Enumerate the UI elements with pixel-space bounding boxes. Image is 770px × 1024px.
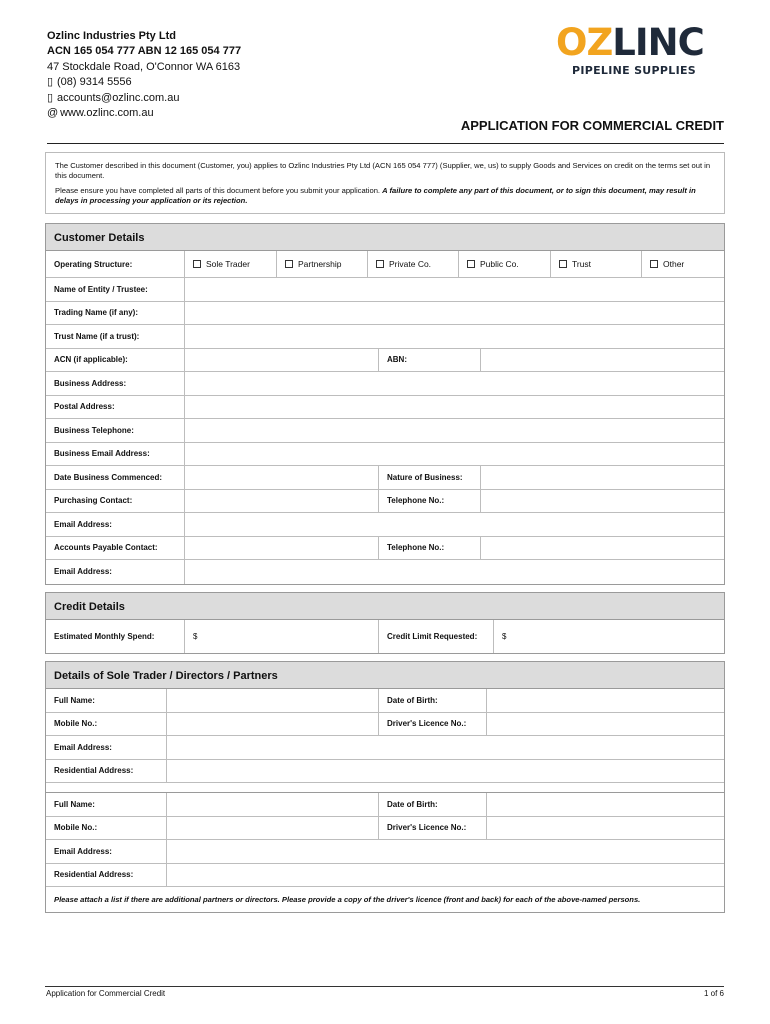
logo-tagline: PIPELINE SUPPLIES — [572, 64, 696, 77]
checkbox-icon[interactable] — [467, 260, 475, 268]
director2-email-row — [46, 840, 724, 864]
credit-details-heading: Credit Details — [46, 593, 724, 620]
mobile-label: Mobile No.: — [46, 817, 167, 840]
acn-abn-row — [46, 349, 724, 373]
email-icon: ▯ — [47, 91, 54, 104]
director1-residential-row — [46, 760, 724, 784]
abn-label: ABN: — [379, 349, 481, 372]
director1-mobile-row — [46, 713, 724, 737]
note-row — [46, 887, 724, 912]
residential-label: Residential Address: — [46, 864, 167, 887]
option-partnership[interactable]: Partnership — [277, 251, 368, 277]
purchasing-label: Purchasing Contact: — [46, 490, 185, 513]
director1-name-row — [46, 689, 724, 713]
purchasing-telephone-label: Telephone No.: — [379, 490, 481, 513]
business-address-label: Business Address: — [46, 372, 185, 395]
entity-label: Name of Entity / Trustee: — [46, 278, 185, 301]
dob-label: Date of Birth: — [379, 793, 487, 816]
nature-field[interactable] — [481, 466, 724, 489]
commenced-label: Date Business Commenced: — [46, 466, 185, 489]
business-phone-row — [46, 419, 724, 443]
full-name-label: Full Name: — [46, 793, 167, 816]
company-email[interactable]: accounts@ozlinc.com.au — [57, 91, 180, 104]
trust-label: Trust Name (if a trust): — [46, 325, 185, 348]
page-number: 1 of 6 — [703, 989, 724, 998]
checkbox-icon[interactable] — [193, 260, 201, 268]
company-details — [47, 29, 241, 121]
customer-details-section — [45, 223, 725, 585]
purchasing-row — [46, 490, 724, 514]
option-trust[interactable]: Trust — [551, 251, 642, 277]
intro-box — [45, 152, 725, 214]
trading-field[interactable] — [185, 302, 724, 325]
email-field[interactable] — [167, 840, 724, 863]
page-title: APPLICATION FOR COMMERCIAL CREDIT — [460, 118, 724, 133]
business-address-row — [46, 372, 724, 396]
monthly-spend-label: Estimated Monthly Spend: — [46, 620, 185, 653]
ozlinc-logo — [556, 22, 726, 80]
directors-section — [45, 661, 725, 913]
company-phone-line — [47, 75, 241, 90]
monthly-spend-field[interactable]: $ — [185, 620, 379, 653]
ap-email-row — [46, 560, 724, 584]
trust-field[interactable] — [185, 325, 724, 348]
checkbox-icon[interactable] — [285, 260, 293, 268]
director1-email-row — [46, 736, 724, 760]
attachment-note: Please attach a list if there are additional partners or directors. Please provide a copy of the driver's licence (front and back) for each of the above-named persons. — [54, 895, 641, 904]
mobile-label: Mobile No.: — [46, 713, 167, 736]
intro-paragraph-2: Please ensure you have completed all parts of this document before you submit your application. A failure to complete any part of this document, or to sign this document, may result in delays in processing your application or its rejection. — [55, 186, 696, 205]
ap-email-label: Email Address: — [46, 560, 185, 584]
company-address: 47 Stockdale Road, O'Connor WA 6163 — [47, 60, 241, 73]
operating-structure-label: Operating Structure: — [46, 251, 185, 277]
operating-structure-row — [46, 251, 724, 278]
purchasing-email-label: Email Address: — [46, 513, 185, 536]
company-email-line — [47, 91, 241, 106]
ap-telephone-label: Telephone No.: — [379, 537, 481, 560]
ap-contact-row — [46, 537, 724, 561]
entity-field[interactable] — [185, 278, 724, 301]
purchasing-email-field[interactable] — [185, 513, 724, 536]
ap-contact-label: Accounts Payable Contact: — [46, 537, 185, 560]
director2-mobile-row — [46, 817, 724, 841]
nature-label: Nature of Business: — [379, 466, 481, 489]
business-address-field[interactable] — [185, 372, 724, 395]
purchasing-email-row — [46, 513, 724, 537]
trading-row — [46, 302, 724, 326]
company-web[interactable]: www.ozlinc.com.au — [60, 107, 154, 120]
directors-heading: Details of Sole Trader / Directors / Partners — [46, 662, 724, 689]
residential-field[interactable] — [167, 864, 724, 887]
commenced-row — [46, 466, 724, 490]
credit-limit-field[interactable]: $ — [502, 632, 507, 641]
footer-divider — [45, 986, 724, 987]
trust-row — [46, 325, 724, 349]
company-web-line — [47, 106, 241, 121]
email-label: Email Address: — [46, 736, 167, 759]
full-name-label: Full Name: — [46, 689, 167, 712]
credit-details-section — [45, 592, 725, 654]
header-divider — [47, 143, 724, 144]
option-public-co[interactable]: Public Co. — [459, 251, 551, 277]
business-email-row — [46, 443, 724, 467]
checkbox-icon[interactable] — [376, 260, 384, 268]
business-email-field[interactable] — [185, 443, 724, 466]
dob-field[interactable] — [487, 689, 724, 712]
licence-label: Driver's Licence No.: — [379, 817, 487, 840]
commenced-field[interactable] — [185, 466, 379, 489]
business-email-label: Business Email Address: — [46, 443, 185, 466]
business-phone-label: Business Telephone: — [46, 419, 185, 442]
business-phone-field[interactable] — [185, 419, 724, 442]
postal-address-field[interactable] — [185, 396, 724, 419]
ap-email-field[interactable] — [185, 560, 724, 584]
trading-label: Trading Name (if any): — [46, 302, 185, 325]
intro-paragraph-1: The Customer described in this document (Customer, you) applies to Ozlinc Industries Pty Ltd (ACN 165 054 777) (Supplier, we, us) to supply Goods and Services on credit on the terms set out in this document. — [55, 161, 711, 180]
option-sole-trader[interactable]: Sole Trader — [185, 251, 277, 277]
full-name-field[interactable] — [167, 689, 379, 712]
purchasing-field[interactable] — [185, 490, 379, 513]
ap-telephone-field[interactable] — [481, 537, 724, 560]
option-other[interactable]: Other — [642, 251, 724, 277]
checkbox-icon[interactable] — [650, 260, 658, 268]
credit-limit-label: Credit Limit Requested: — [379, 620, 494, 653]
credit-row — [46, 620, 724, 653]
checkbox-icon[interactable] — [559, 260, 567, 268]
postal-address-label: Postal Address: — [46, 396, 185, 419]
mobile-field[interactable] — [167, 817, 379, 840]
dob-label: Date of Birth: — [379, 689, 487, 712]
email-field[interactable] — [167, 736, 724, 759]
email-label: Email Address: — [46, 840, 167, 863]
acn-label: ACN (if applicable): — [46, 349, 185, 372]
director2-name-row — [46, 793, 724, 817]
company-acn-abn: ACN 165 054 777 ABN 12 165 054 777 — [47, 45, 242, 58]
customer-details-heading: Customer Details — [46, 224, 724, 251]
licence-field[interactable] — [487, 713, 724, 736]
footer-title: Application for Commercial Credit — [46, 989, 166, 998]
licence-field[interactable] — [487, 817, 724, 840]
option-private-co[interactable]: Private Co. — [368, 251, 459, 277]
licence-label: Driver's Licence No.: — [379, 713, 487, 736]
residential-label: Residential Address: — [46, 760, 167, 783]
logo-wordmark: OZLINC — [556, 21, 704, 64]
web-icon: @ — [47, 107, 59, 120]
mobile-field[interactable] — [167, 713, 379, 736]
postal-address-row — [46, 396, 724, 420]
entity-row — [46, 278, 724, 302]
director2-residential-row — [46, 864, 724, 888]
purchasing-telephone-field[interactable] — [481, 490, 724, 513]
ap-contact-field[interactable] — [185, 537, 379, 560]
acn-field[interactable] — [185, 349, 379, 372]
phone-icon: ▯ — [47, 76, 54, 89]
dob-field[interactable] — [487, 793, 724, 816]
director-spacer — [46, 783, 724, 793]
company-name: Ozlinc Industries Pty Ltd — [47, 30, 176, 42]
company-phone: (08) 9314 5556 — [57, 76, 132, 89]
abn-field[interactable] — [481, 349, 724, 372]
full-name-field[interactable] — [167, 793, 379, 816]
residential-field[interactable] — [167, 760, 724, 783]
